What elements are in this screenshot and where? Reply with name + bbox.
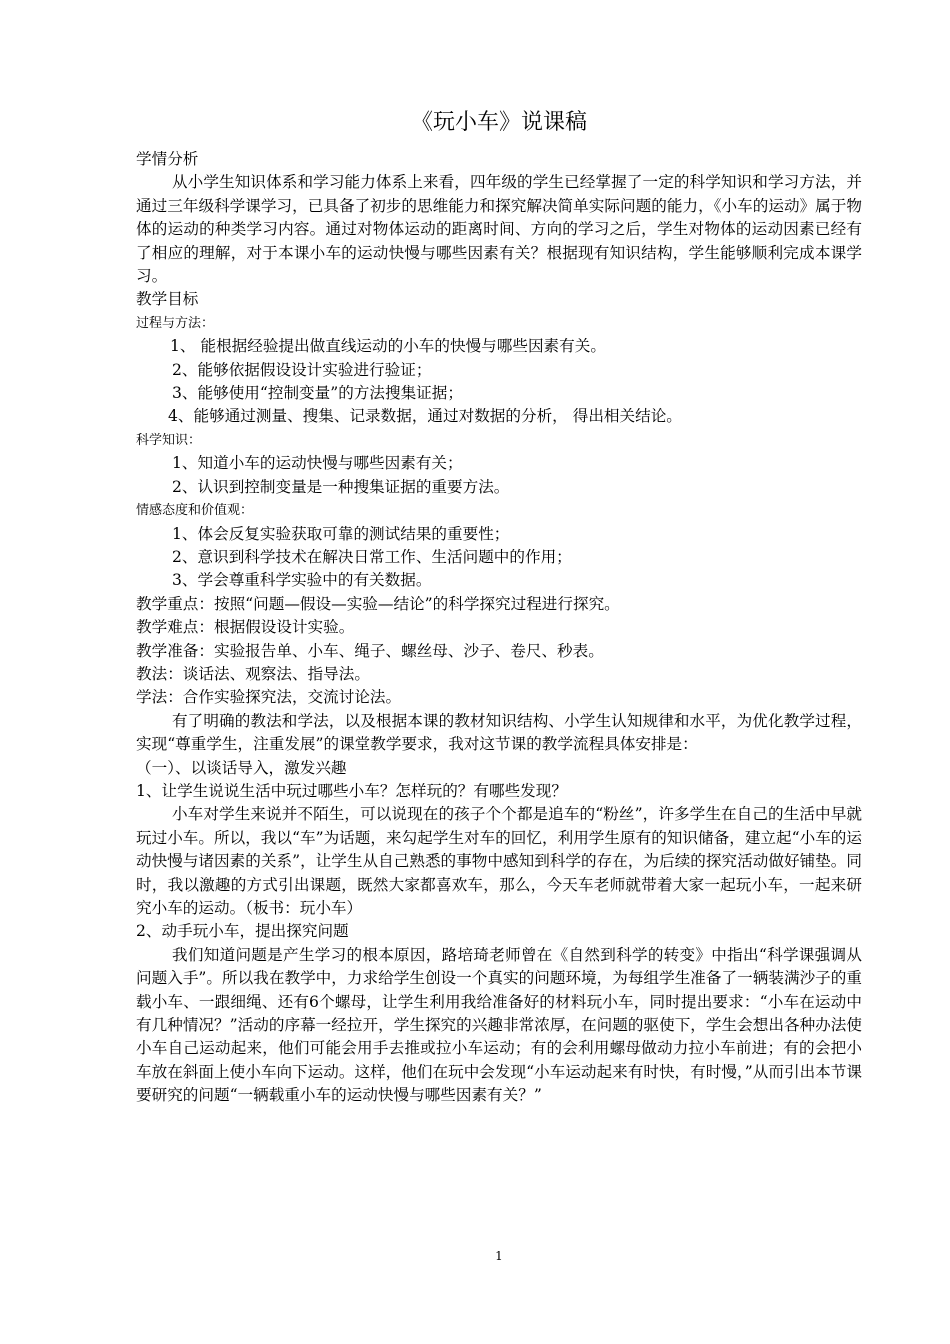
teaching-method: 教法：谈话法、观察法、指导法。 <box>136 664 370 683</box>
list-item: 2、意识到科学技术在解决日常工作、生活问题中的作用； <box>172 547 572 566</box>
paragraph: 小车对学生来说并不陌生，可以说现在的孩子个个都是追车的“粉丝”，许多学生在自己的生活中早就玩过小车。所以，我以“车”为话题，来勾起学生对车的回忆，利用学生原有的知识储备，建立起“小车的运动快慢与诸因素的关系”，让学生从自己熟悉的事物中感知到科学的存在，为后续的探究活动做好铺垫。同时，我以激趣的方式引出课题，既然大家都喜欢车，那么，今天车老师就带着大家一起玩小车，一起来研究小车的运动。（板书：玩小车） <box>136 805 862 917</box>
subheading: 科学知识： <box>136 432 202 448</box>
list-item: 1、体会反复实验获取可靠的测试结果的重要性； <box>172 524 510 543</box>
teaching-preparation: 教学准备：实验报告单、小车、绳子、螺丝母、沙子、卷尺、秒表。 <box>136 641 604 660</box>
section-heading: 1、让学生说说生活中玩过哪些小车？怎样玩的？有哪些发现？ <box>136 781 567 800</box>
paragraph: 有了明确的教法和学法，以及根据本课的教材知识结构、小学生认知规律和水平，为优化教学过程，实现“尊重学生，注重发展”的课堂教学要求，我对这节课的教学流程具体安排是： <box>136 711 862 754</box>
page-number: 1 <box>495 1249 503 1263</box>
document-body <box>136 148 862 1108</box>
paragraph: 我们知道问题是产生学习的根本原因，路培琦老师曾在《自然到科学的转变》中指出“科学课强调从问题入手”。所以我在教学中，力求给学生创设一个真实的问题环境，为每组学生准备了一辆装满沙子的重载小车、一跟细绳、还有6个螺母，让学生利用我给准备好的材料玩小车，同时提出要求：“小车在运动中有几种情况？”活动的序幕一经拉开，学生探究的兴趣非常浓厚，在问题的驱使下，学生会想出各种办法使小车自己运动起来，他们可能会用手去推或拉小车运动；有的会利用螺母做动力拉小车前进；有的会把小车放在斜面上使小车向下运动。这样，他们在玩中会发现“小车运动起来有时快，有时慢，”从而引出本节课要研究的问题“一辆载重小车的运动快慢与哪些因素有关？” <box>136 945 862 1105</box>
list-item: 1、 能根据经验提出做直线运动的小车的快慢与哪些因素有关。 <box>170 337 606 356</box>
learning-method: 学法：合作实验探究法，交流讨论法。 <box>136 688 402 707</box>
section-heading: 教学目标 <box>136 290 199 309</box>
list-item: 2、能够依据假设设计实验进行验证； <box>172 360 432 379</box>
paragraph: 从小学生知识体系和学习能力体系上来看，四年级的学生已经掌握了一定的科学知识和学习方法，并通过三年级科学课学习，已具备了初步的思维能力和探究解决简单实际问题的能力，《小车的运动》属于物体的运动的种类学习内容。通过对物体运动的距离时间、方向的学习之后，学生对物体的运动因素已经有了相应的理解，对于本课小车的运动快慢与哪些因素有关？根据现有知识结构，学生能够顺利完成本课学习。 <box>136 173 862 286</box>
document-title: 《玩小车》说课稿 <box>410 110 587 135</box>
list-item: 4、能够通过测量、搜集、记录数据，通过对数据的分析， 得出相关结论。 <box>168 407 682 426</box>
list-item: 2、认识到控制变量是一种搜集证据的重要方法。 <box>172 477 510 496</box>
section-heading: （一）、以谈话导入，激发兴趣 <box>136 758 347 777</box>
subheading: 情感态度和价值观： <box>136 503 254 519</box>
list-item: 3、学会尊重科学实验中的有关数据。 <box>172 571 432 590</box>
teaching-difficulty: 教学难点：根据假设设计实验。 <box>136 618 355 637</box>
subheading: 过程与方法： <box>136 315 215 331</box>
list-item: 1、知道小车的运动快慢与哪些因素有关； <box>172 454 463 473</box>
teaching-focus: 教学重点：按照“问题—假设—实验—结论”的科学探究过程进行探究。 <box>136 594 620 613</box>
section-heading: 2、动手玩小车，提出探究问题 <box>136 922 349 941</box>
list-item: 3、能够使用“控制变量”的方法搜集证据； <box>172 384 463 403</box>
section-heading: 学情分析 <box>136 150 199 168</box>
